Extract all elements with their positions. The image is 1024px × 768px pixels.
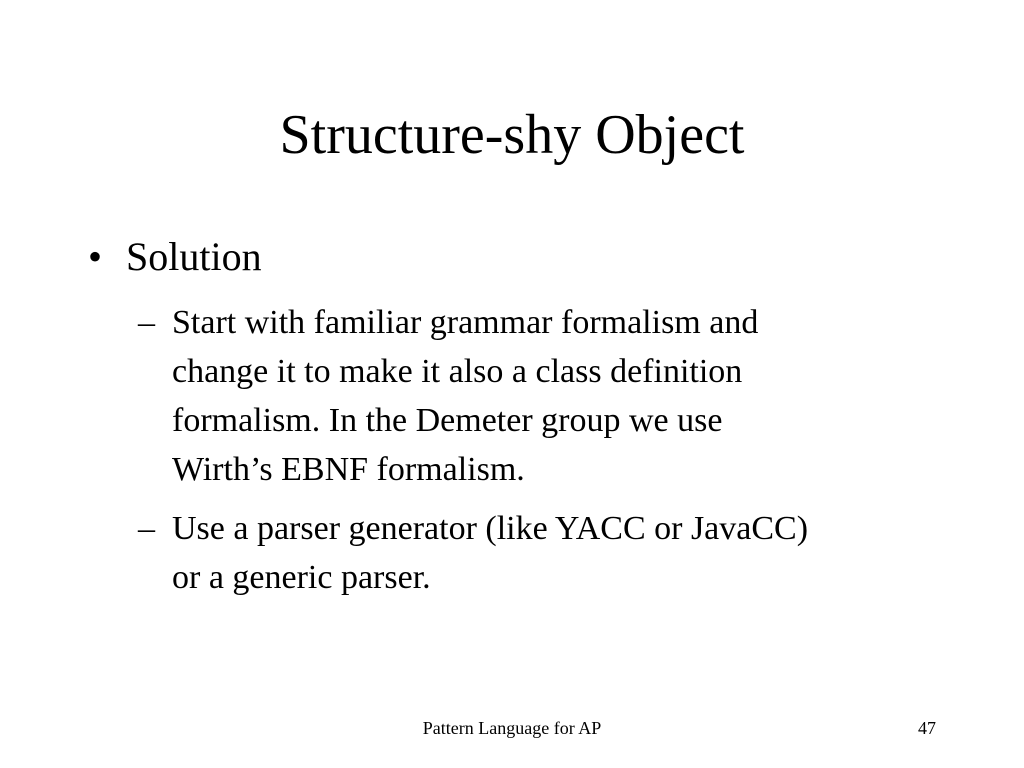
sub-bullet-text bbox=[172, 504, 938, 602]
dash-marker: – bbox=[138, 510, 155, 547]
footer-title: Pattern Language for AP bbox=[422, 718, 602, 738]
sub-bullet-line: change it to make it also a class definition bbox=[172, 353, 743, 390]
sub-bullet-grammar bbox=[138, 298, 938, 494]
bullet-marker: • bbox=[88, 234, 103, 279]
sub-bullet-line: Use a parser generator (like YACC or JavaCC) bbox=[172, 510, 809, 547]
sub-bullet-list bbox=[138, 298, 938, 612]
slide-title: Structure-shy Object bbox=[279, 104, 745, 166]
sub-bullet-line: or a generic parser. bbox=[172, 559, 431, 596]
bullet-label: Solution bbox=[126, 234, 262, 279]
page-number: 47 bbox=[918, 718, 936, 738]
sub-bullet-line: Start with familiar grammar formalism and bbox=[172, 304, 759, 341]
sub-bullet-line: Wirth’s EBNF formalism. bbox=[172, 451, 525, 488]
sub-bullet-line: formalism. In the Demeter group we use bbox=[172, 402, 723, 439]
bullet-solution bbox=[88, 234, 968, 280]
sub-bullet-text bbox=[172, 298, 938, 494]
dash-marker: – bbox=[138, 304, 155, 341]
sub-bullet-parser bbox=[138, 504, 938, 602]
